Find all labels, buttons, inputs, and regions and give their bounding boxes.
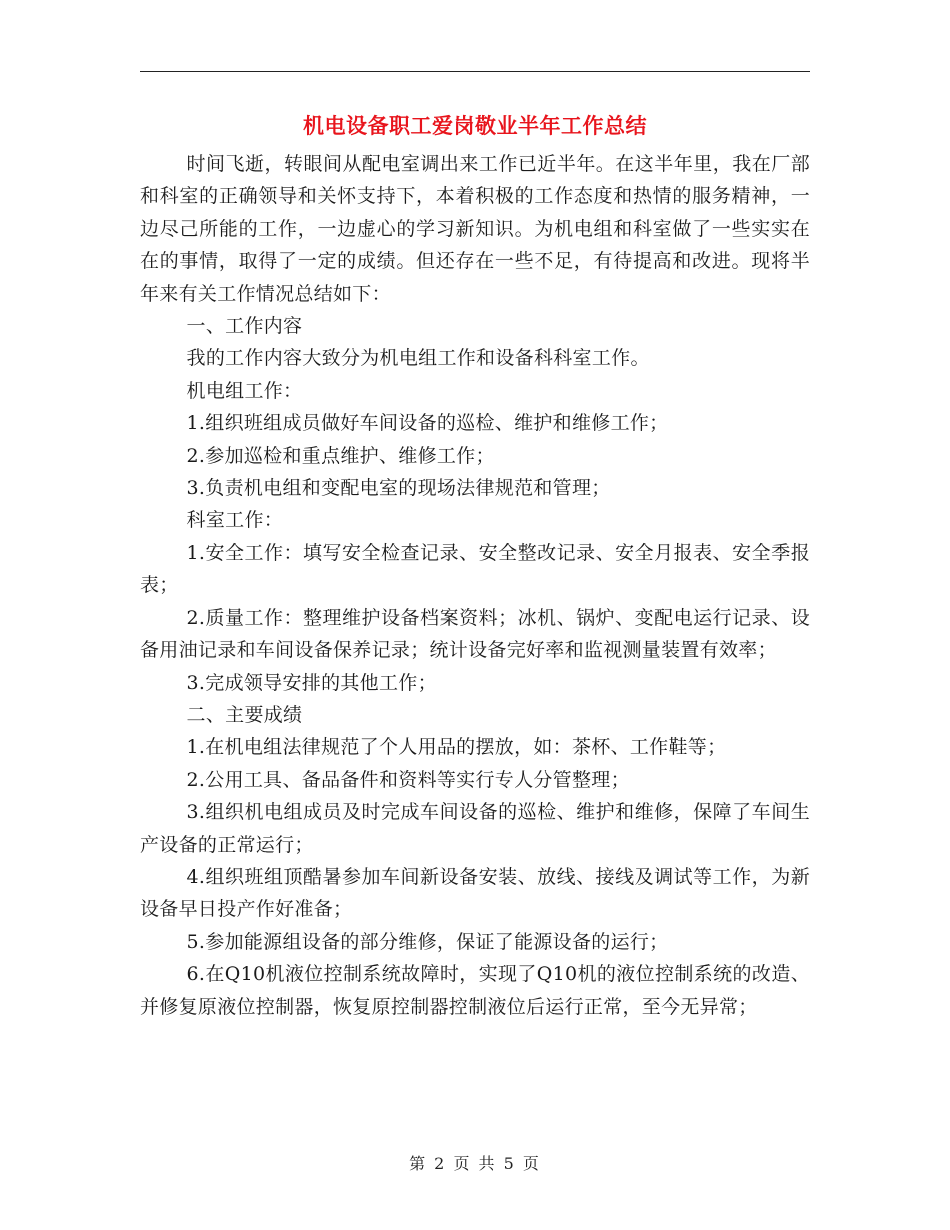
list-item: 1.组织班组成员做好车间设备的巡检、维护和维修工作； bbox=[186, 412, 669, 435]
list-item: 1.在机电组法律规范了个人用品的摆放，如：茶杯、工作鞋等； bbox=[186, 736, 727, 759]
list-item: 3.负责机电组和变配电室的现场法律规范和管理； bbox=[186, 477, 611, 500]
list-item: 2.参加巡检和重点维护、维修工作； bbox=[186, 444, 495, 467]
list-item: 4.组织班组顶酷暑参加车间新设备安装、放线、接线及调试等工作，为新设备早日投产作好准备； bbox=[140, 865, 810, 921]
page-number: 第 2 页 共 5 页 bbox=[409, 1154, 541, 1173]
section-heading-main-achievements: 二、主要成绩 bbox=[186, 703, 303, 726]
list-item: 6.在Q10机液位控制系统故障时，实现了Q10机的液位控制系统的改造、并修复原液位控制器，恢复原控制器控制液位后运行正常，至今无异常； bbox=[140, 963, 810, 1018]
document-title: 机电设备职工爱岗敬业半年工作总结 bbox=[303, 113, 647, 138]
document-body bbox=[140, 148, 810, 1023]
list-item: 3.组织机电组成员及时完成车间设备的巡检、维护和维修，保障了车间生产设备的正常运行； bbox=[140, 801, 810, 856]
list-item: 1.安全工作：填写安全检查记录、安全整改记录、安全月报表、安全季报表； bbox=[140, 541, 810, 597]
list-item: 2.质量工作：整理维护设备档案资料；冰机、锅炉、变配电运行记录、设备用油记录和车间设备保养记录；统计设备完好率和监视测量装置有效率； bbox=[140, 606, 810, 662]
paragraph-intro: 时间飞逝，转眼间从配电室调出来工作已近半年。在这半年里，我在厂部和科室的正确领导和关怀支持下，本着积极的工作态度和热情的服务精神，一边尽己所能的工作，一边虚心的学习新知识。为机电组和科室做了一些实实在在的事情，取得了一定的成绩。但还存在一些不足，有待提高和改进。现将半年来有关工作情况总结如下： bbox=[140, 153, 810, 305]
header-rule bbox=[140, 71, 810, 72]
list-item: 2.公用工具、备品备件和资料等实行专人分管整理； bbox=[186, 768, 630, 791]
list-item: 5.参加能源组设备的部分维修，保证了能源设备的运行； bbox=[186, 930, 669, 953]
subheading-electromechanical-group: 机电组工作： bbox=[186, 379, 303, 402]
paragraph: 我的工作内容大致分为机电组工作和设备科科室工作。 bbox=[186, 347, 650, 370]
list-item: 3.完成领导安排的其他工作； bbox=[186, 671, 437, 694]
subheading-office-work: 科室工作： bbox=[186, 509, 284, 532]
section-heading-work-content: 一、工作内容 bbox=[186, 315, 303, 338]
